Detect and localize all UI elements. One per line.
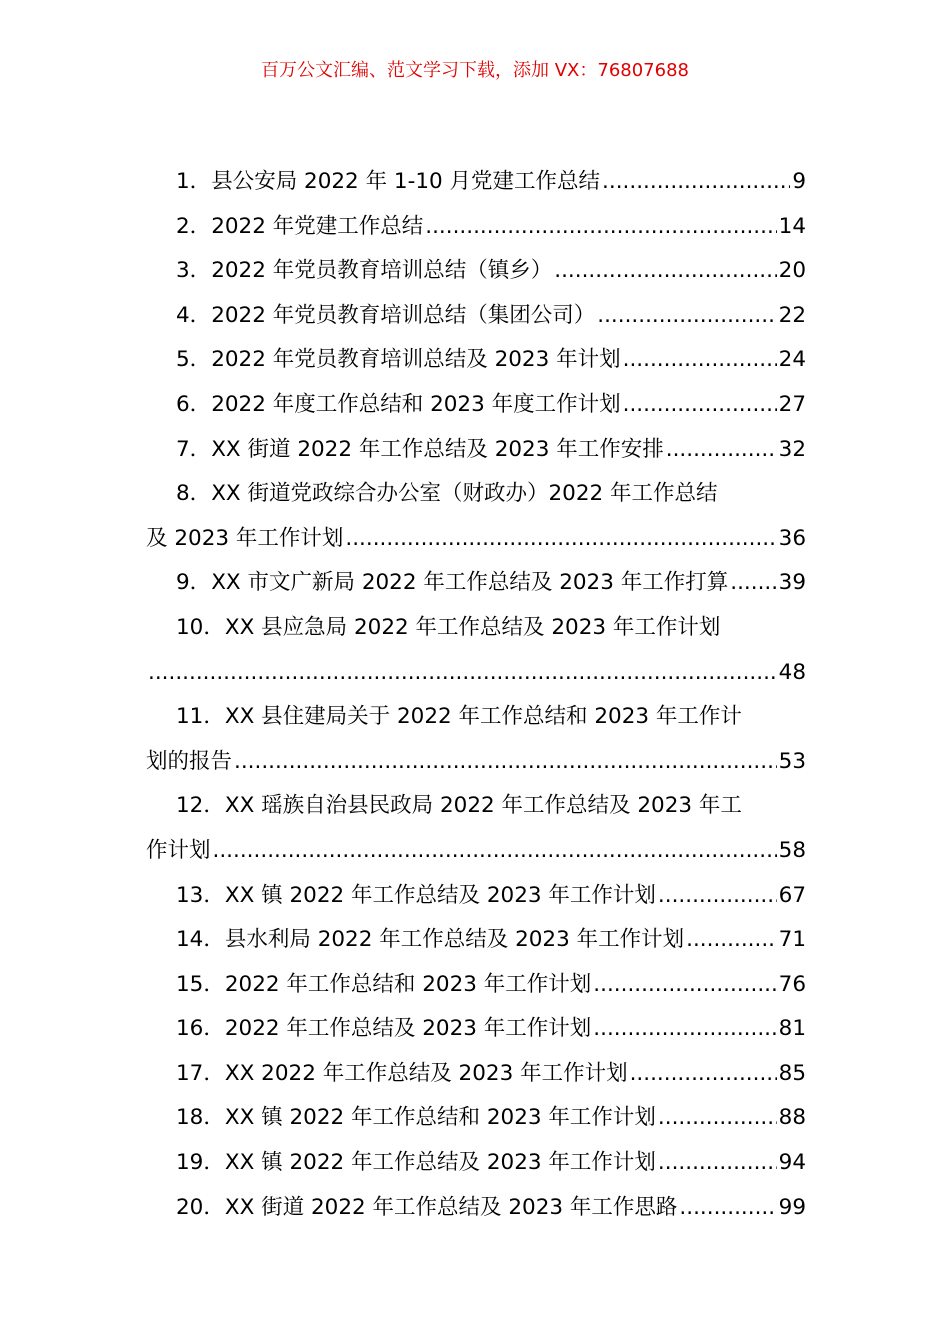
toc-page-number: 27 [778, 391, 806, 417]
toc-title: XX 镇 2022 年工作总结和 2023 年工作计划 [224, 1105, 656, 1131]
toc-title: 2022 年党员教育培训总结（镇乡） [211, 258, 553, 284]
toc-number: 13． [176, 882, 225, 908]
toc-entry[interactable] [146, 918, 806, 963]
toc-entry[interactable] [146, 294, 806, 339]
dot-leader [593, 963, 776, 1008]
toc-page-number: 67 [778, 882, 806, 908]
dot-leader [623, 383, 777, 428]
toc-number: 4． [176, 302, 212, 328]
dot-leader [730, 561, 776, 606]
toc-entry-line [146, 1096, 806, 1141]
toc-number: 11． [176, 704, 225, 730]
toc-entry[interactable] [146, 383, 806, 428]
toc-entry[interactable] [146, 1052, 806, 1097]
toc-title: XX 瑶族自治县民政局 2022 年工作总结及 2023 年工 [224, 793, 742, 819]
dot-leader [425, 205, 776, 250]
dot-leader [623, 338, 777, 383]
toc-page-number: 9 [792, 169, 806, 194]
toc-entry-line [146, 383, 806, 428]
dot-leader [593, 1007, 776, 1052]
toc-number: 15． [176, 971, 225, 997]
toc-number: 17． [176, 1060, 225, 1086]
dot-leader [554, 249, 776, 294]
toc-number: 12． [176, 793, 225, 819]
dot-leader [345, 517, 776, 562]
toc-title: 县公安局 2022 年 1-10 月党建工作总结 [211, 169, 601, 194]
toc-title: XX 街道 2022 年工作总结及 2023 年工作安排 [211, 436, 664, 462]
dot-leader [213, 829, 777, 874]
toc-entry-line [146, 294, 806, 339]
toc-title: 县水利局 2022 年工作总结及 2023 年工作计划 [224, 927, 685, 953]
toc-page-number: 94 [778, 1150, 806, 1176]
toc-entry-first-line [146, 784, 806, 829]
toc-entry[interactable] [146, 874, 806, 919]
toc-entry-first-line [146, 606, 806, 651]
toc-title: XX 市文广新局 2022 年工作总结及 2023 年工作打算 [211, 570, 729, 596]
toc-entry-second-line [146, 651, 806, 696]
toc-entry[interactable] [146, 160, 806, 205]
toc-entry-second-line [146, 740, 806, 785]
toc-entry-line [146, 874, 806, 919]
toc-title: 2022 年工作总结和 2023 年工作计划 [224, 971, 592, 997]
toc-number: 19． [176, 1150, 225, 1176]
toc-title: XX 街道党政综合办公室（财政办）2022 年工作总结 [211, 481, 718, 507]
toc-number: 8． [176, 481, 212, 507]
toc-number: 2． [176, 213, 212, 239]
toc-title: XX 县应急局 2022 年工作总结及 2023 年工作计划 [224, 614, 721, 640]
toc-title: XX 镇 2022 年工作总结及 2023 年工作计划 [224, 1150, 656, 1176]
toc-entry-line [146, 1007, 806, 1052]
toc-page-number: 53 [778, 748, 806, 774]
toc-title: XX 街道 2022 年工作总结及 2023 年工作思路 [224, 1194, 678, 1220]
dot-leader [630, 1052, 777, 1097]
toc-entry[interactable] [146, 1141, 806, 1186]
toc-page-number: 99 [778, 1194, 806, 1220]
watermark-header: 百万公文汇编、范文学习下载，添加 VX：76807688 [261, 60, 689, 81]
toc-page-number: 36 [778, 525, 806, 551]
toc-title: 2022 年度工作总结和 2023 年度工作计划 [211, 391, 621, 417]
toc-page-number: 88 [778, 1105, 806, 1131]
toc-title-continued: 作计划 [146, 837, 211, 863]
toc-entry-line [146, 963, 806, 1008]
dot-leader [148, 651, 777, 696]
toc-page-number: 24 [778, 347, 806, 373]
toc-page-number: 85 [778, 1060, 806, 1086]
toc-entry-line [146, 160, 806, 205]
toc-entry-line [146, 428, 806, 473]
toc-entry-first-line [146, 472, 806, 517]
toc-page-number: 58 [778, 837, 806, 863]
toc-entry-line [146, 918, 806, 963]
toc-entry-line [146, 561, 806, 606]
toc-entry[interactable] [146, 1186, 806, 1231]
toc-title: XX 2022 年工作总结及 2023 年工作计划 [224, 1060, 628, 1086]
toc-number: 9． [176, 570, 212, 596]
toc-entry-line [146, 1186, 806, 1231]
toc-title-continued: 划的报告 [146, 748, 233, 774]
toc-entry[interactable] [146, 1096, 806, 1141]
toc-number: 5． [176, 347, 212, 373]
toc-title: 2022 年党员教育培训总结及 2023 年计划 [211, 347, 621, 373]
dot-leader [658, 1141, 777, 1186]
toc-page-number: 81 [778, 1016, 806, 1042]
toc-title: 2022 年党员教育培训总结（集团公司） [211, 302, 596, 328]
toc-page-number: 32 [778, 436, 806, 462]
dot-leader [602, 160, 790, 205]
toc-number: 16． [176, 1016, 225, 1042]
toc-entry[interactable] [146, 338, 806, 383]
toc-page-number: 71 [778, 927, 806, 953]
toc-entry-line [146, 338, 806, 383]
toc-entry[interactable] [146, 1007, 806, 1052]
toc-entry[interactable] [146, 249, 806, 294]
toc-number: 14． [176, 927, 225, 953]
toc-entry-second-line [146, 517, 806, 562]
toc-entry-line [146, 1052, 806, 1097]
toc-number: 7． [176, 436, 212, 462]
toc-entry[interactable] [146, 561, 806, 606]
dot-leader [686, 918, 777, 963]
toc-page-number: 22 [778, 302, 806, 328]
toc-number: 20． [176, 1194, 225, 1220]
toc-entry-first-line [146, 695, 806, 740]
toc-number: 10． [176, 614, 225, 640]
toc-page-number: 76 [778, 971, 806, 997]
toc-number: 1． [176, 169, 212, 194]
toc-title: 2022 年工作总结及 2023 年工作计划 [224, 1016, 592, 1042]
toc-entry[interactable] [146, 428, 806, 473]
toc-page-number: 14 [778, 213, 806, 239]
toc-entry[interactable] [146, 784, 806, 873]
toc-page-number: 20 [778, 258, 806, 284]
toc-number: 3． [176, 258, 212, 284]
dot-leader [666, 428, 777, 473]
dot-leader [234, 740, 777, 785]
dot-leader [658, 874, 777, 919]
toc-entry[interactable] [146, 472, 806, 561]
table-of-contents [146, 160, 806, 1230]
toc-entry-line [146, 1141, 806, 1186]
toc-title: XX 镇 2022 年工作总结及 2023 年工作计划 [224, 882, 656, 908]
toc-entry[interactable] [146, 695, 806, 784]
toc-title: XX 县住建局关于 2022 年工作总结和 2023 年工作计 [224, 704, 742, 730]
toc-entry-line [146, 249, 806, 294]
dot-leader [658, 1096, 777, 1141]
dot-leader [679, 1186, 776, 1231]
toc-number: 18． [176, 1105, 225, 1131]
toc-entry-second-line [146, 829, 806, 874]
toc-page-number: 48 [778, 659, 806, 685]
toc-number: 6． [176, 391, 212, 417]
toc-entry[interactable] [146, 606, 806, 695]
dot-leader [597, 294, 776, 339]
toc-title: 2022 年党建工作总结 [211, 213, 424, 239]
toc-entry-line [146, 205, 806, 250]
toc-page-number: 39 [778, 570, 806, 596]
toc-title-continued: 及 2023 年工作计划 [146, 525, 344, 551]
toc-entry[interactable] [146, 205, 806, 250]
toc-entry[interactable] [146, 963, 806, 1008]
